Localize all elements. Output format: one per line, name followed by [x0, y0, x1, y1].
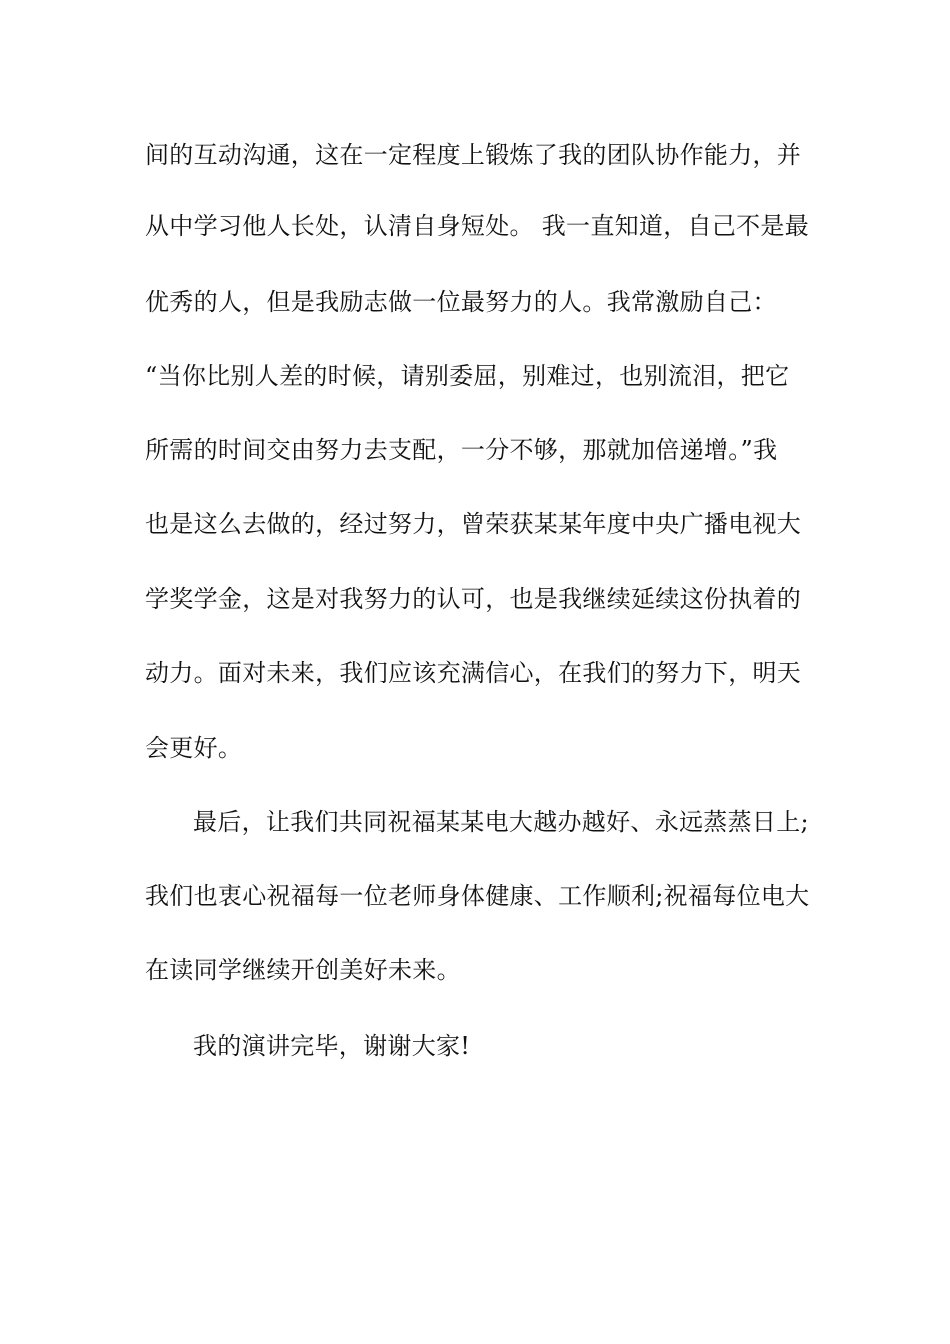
body-text-line: 从中学习他人长处，认清自身短处。 我一直知道，自己不是最: [145, 212, 810, 240]
body-text-line: 学奖学金，这是对我努力的认可，也是我继续延续这份执着的: [145, 585, 802, 613]
closing-remark: 我的演讲完毕，谢谢大家!: [193, 1032, 471, 1060]
body-text-line: 间的互动沟通，这在一定程度上锻炼了我的团队协作能力，并: [145, 141, 802, 169]
body-text-line: 优秀的人，但是我励志做一位最努力的人。我常激励自己：: [145, 288, 777, 316]
body-text-line: 在读同学继续开创美好未来。: [145, 956, 461, 984]
body-text-line: 会更好。: [145, 734, 243, 762]
paragraph-closing-wishes: 最后，让我们共同祝福某某电大越办越好、永远蒸蒸日上;: [193, 808, 809, 836]
body-text-line: 也是这么去做的，经过努力，曾荣获某某年度中央广播电视大: [145, 510, 802, 538]
body-text-line: 我们也衷心祝福每一位老师身体健康、工作顺利;祝福每位电大: [145, 882, 810, 910]
body-text-line: “当你比别人差的时候，请别委屈，别难过，也别流泪，把它: [145, 362, 790, 390]
body-text-line: 所需的时间交由努力去支配，一分不够，那就加倍递增。”我: [145, 436, 778, 464]
body-text-line: 动力。面对未来，我们应该充满信心，在我们的努力下，明天: [145, 659, 802, 687]
